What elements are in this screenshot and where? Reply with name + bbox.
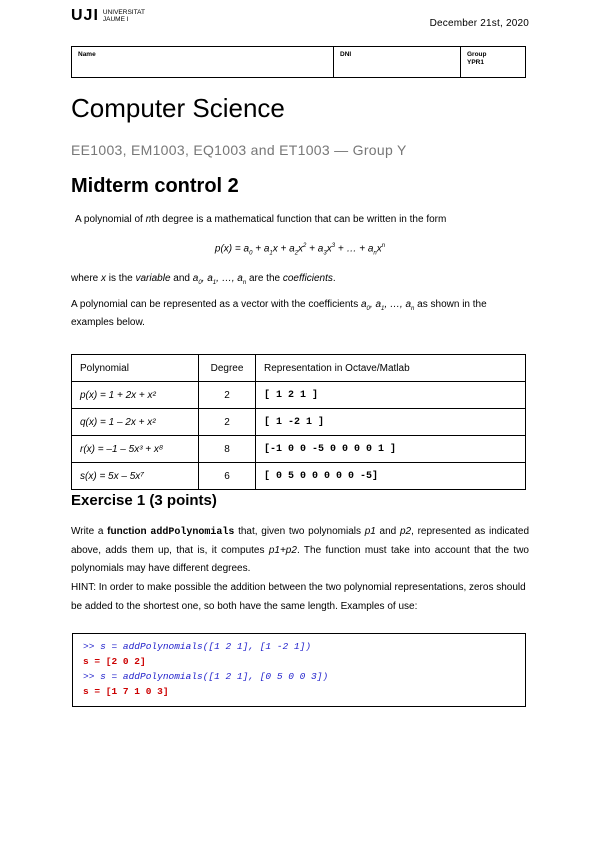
degree-cell: 8 — [199, 436, 256, 463]
intro-paragraph-1: A polynomial of nth degree is a mathematical function that can be written in the form — [75, 214, 447, 225]
code-example-block — [72, 633, 526, 707]
exercise-hint: HINT: In order to make possible the addition between the two polynomial representations, zeros should be added to the shortest one, so both have the same length. Examples of use: — [71, 582, 526, 612]
representation-cell: [ 1 -2 1 ] — [256, 409, 526, 436]
group-value: YPR1 — [467, 59, 484, 66]
logo-line-1: UNIVERSITAT — [102, 9, 145, 16]
degree-cell: 2 — [199, 409, 256, 436]
logo-mark: UJI — [71, 7, 99, 24]
code-command-line: >> s = addPolynomials([1 2 1], [1 -2 1]) — [83, 641, 312, 652]
university-logo — [71, 8, 145, 24]
student-info-box — [71, 46, 526, 78]
table-row — [72, 409, 526, 436]
logo-text — [103, 9, 145, 23]
section-heading: Midterm control 2 — [71, 175, 239, 197]
table-row — [72, 382, 526, 409]
degree-cell: 2 — [199, 382, 256, 409]
column-header: Degree — [199, 355, 256, 382]
dni-field[interactable] — [334, 47, 461, 77]
group-label: Group — [467, 51, 487, 58]
table-row — [72, 436, 526, 463]
polynomial-cell: s(x) = 5x – 5x⁷ — [72, 463, 199, 490]
code-output-line: s = [1 7 1 0 3] — [83, 686, 169, 697]
representation-cell: [ 0 5 0 0 0 0 0 -5] — [256, 463, 526, 490]
polynomial-cell: q(x) = 1 – 2x + x² — [72, 409, 199, 436]
table-row — [72, 463, 526, 490]
name-field[interactable] — [72, 47, 334, 77]
exam-date: December 21st, 2020 — [429, 18, 529, 29]
polynomial-cell: p(x) = 1 + 2x + x² — [72, 382, 199, 409]
column-header: Representation in Octave/Matlab — [256, 355, 526, 382]
polynomial-formula: $p(x) = a_0 + a_1x + a_2x^2 + a_3x^3$ + … + $a_nx^n$ — [214, 243, 386, 257]
column-header: Polynomial — [72, 355, 199, 382]
polynomial-cell: r(x) = –1 – 5x³ + x⁸ — [72, 436, 199, 463]
polynomial-table — [71, 354, 526, 490]
course-subtitle: EE1003, EM1003, EQ1003 and ET1003 — Group Y — [71, 142, 407, 158]
dni-label: DNI — [340, 51, 352, 58]
degree-cell: 6 — [199, 463, 256, 490]
intro-paragraph-2: where x is the variable and $a_0$, $a_1$, …, $a_n$ are the coefficients. — [71, 273, 336, 286]
exercise-description: Write a function addPolynomials that, given two polynomials p1 and p2, represented as indicated above, adds them up, that is, it computes p1+p2. The function must take into account that the two polynomials may have different degrees. — [71, 526, 530, 574]
code-command-line: >> s = addPolynomials([1 2 1], [0 5 0 0 3]) — [83, 671, 329, 682]
representation-cell: [-1 0 0 -5 0 0 0 0 1 ] — [256, 436, 526, 463]
exercise-heading: Exercise 1 (3 points) — [71, 492, 217, 509]
code-output-line: s = [2 0 2] — [83, 656, 146, 667]
group-field — [461, 47, 525, 77]
table-header-row — [72, 355, 526, 382]
name-label: Name — [78, 51, 96, 58]
logo-line-2: JAUME I — [102, 16, 129, 23]
intro-paragraph-3: A polynomial can be represented as a vector with the coefficients $a_0$, $a_1$, …, $a_n$ as shown in the examples below. — [71, 299, 487, 328]
representation-cell: [ 1 2 1 ] — [256, 382, 526, 409]
page-title: Computer Science — [71, 93, 285, 123]
